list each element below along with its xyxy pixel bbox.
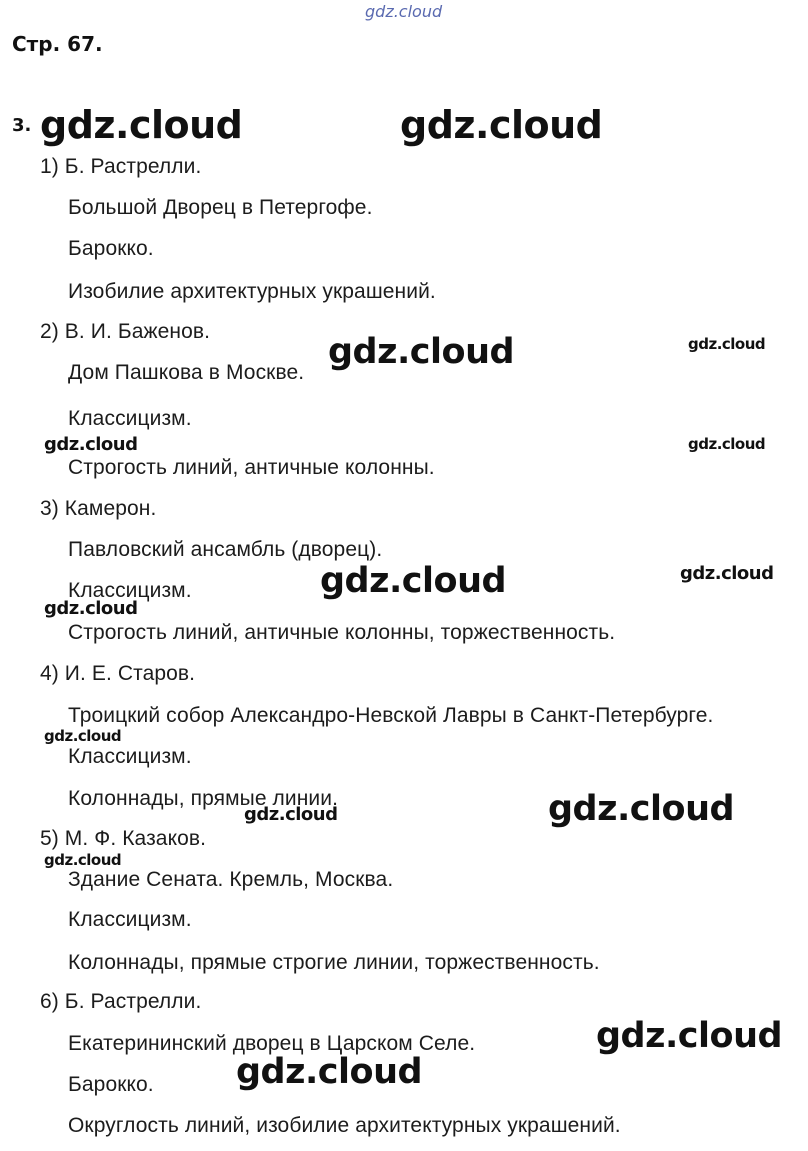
watermark: gdz.cloud xyxy=(236,1052,423,1092)
watermark: gdz.cloud xyxy=(44,598,138,619)
answer-6-style: Барокко. xyxy=(68,1073,154,1096)
watermark: gdz.cloud xyxy=(328,332,515,372)
answer-1-features: Изобилие архитектурных украшений. xyxy=(68,280,436,303)
answer-2-building: Дом Пашкова в Москве. xyxy=(68,361,305,384)
answer-3-building: Павловский ансамбль (дворец). xyxy=(68,538,383,561)
watermark: gdz.cloud xyxy=(688,335,766,353)
answer-2-style: Классицизм. xyxy=(68,407,192,430)
answer-5-features: Колоннады, прямые строгие линии, торжественность. xyxy=(68,951,600,974)
watermark: gdz.cloud xyxy=(44,727,122,745)
answer-2-architect: 2) В. И. Баженов. xyxy=(40,320,211,343)
answer-6-features: Округлость линий, изобилие архитектурных украшений. xyxy=(68,1114,621,1137)
answer-3-features: Строгость линий, античные колонны, торжественность. xyxy=(68,621,616,644)
answer-5-style: Классицизм. xyxy=(68,908,192,931)
answer-2-features: Строгость линий, античные колонны. xyxy=(68,456,435,479)
watermark: gdz.cloud xyxy=(44,851,122,869)
watermark: gdz.cloud xyxy=(400,103,603,147)
answer-6-architect: 6) Б. Растрелли. xyxy=(40,990,202,1013)
watermark: gdz.cloud xyxy=(44,434,138,455)
answer-4-features: Колоннады, прямые линии. xyxy=(68,787,339,810)
answer-1-building: Большой Дворец в Петергофе. xyxy=(68,196,373,219)
answer-4-architect: 4) И. Е. Старов. xyxy=(40,662,196,685)
answer-6-building: Екатерининский дворец в Царском Селе. xyxy=(68,1032,476,1055)
answer-3-architect: 3) Камерон. xyxy=(40,497,157,520)
top-watermark: gdz.cloud xyxy=(365,2,443,21)
answer-4-style: Классицизм. xyxy=(68,745,192,768)
answer-1-style: Барокко. xyxy=(68,237,154,260)
watermark: gdz.cloud xyxy=(688,435,766,453)
watermark: gdz.cloud xyxy=(596,1016,783,1056)
watermark: gdz.cloud xyxy=(244,804,338,825)
watermark: gdz.cloud xyxy=(320,561,507,601)
watermark: gdz.cloud xyxy=(680,563,774,584)
watermark: gdz.cloud xyxy=(548,789,735,829)
answer-1-architect: 1) Б. Растрелли. xyxy=(40,155,202,178)
answer-3-style: Классицизм. xyxy=(68,579,192,602)
watermark: gdz.cloud xyxy=(40,103,243,147)
answer-5-architect: 5) М. Ф. Казаков. xyxy=(40,827,207,850)
page-reference: Стр. 67. xyxy=(12,32,103,56)
task-number: 3. xyxy=(12,115,32,136)
answer-4-building: Троицкий собор Александро-Невской Лавры в Санкт-Петербурге. xyxy=(68,704,714,727)
answer-5-building: Здание Сената. Кремль, Москва. xyxy=(68,868,394,891)
